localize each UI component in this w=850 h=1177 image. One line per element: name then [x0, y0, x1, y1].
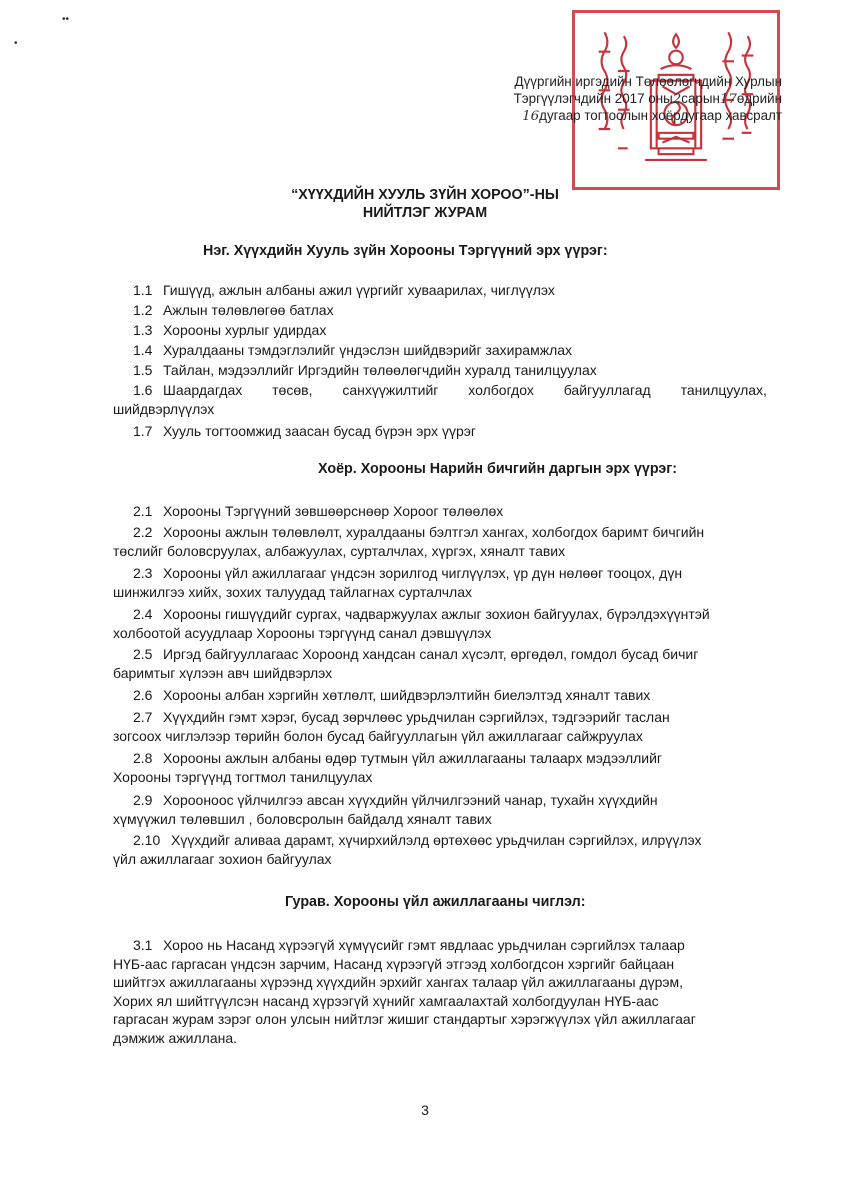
- approval-text: Тэргүүлэгчдийн 2017 оны: [513, 90, 673, 106]
- item-text-continued: холбоотой асуудлаар Хорооны тэргүүнд санал дэвшүүлэх: [113, 624, 492, 641]
- list-item: [113, 831, 781, 868]
- item-number: 2.7: [133, 709, 153, 725]
- item-text: Хорооны ажлын төлөвлөлт, хуралдааны бэлтгэл хангах, холбогдох баримт бичгийн: [163, 524, 705, 540]
- item-text-continued: дэмжиж ажиллана.: [113, 1029, 238, 1046]
- item-text: Тайлан, мэдээллийг Иргэдийн төлөөлөгчдийн хуралд танилцуулах: [163, 362, 597, 378]
- item-number: 1.6: [133, 382, 153, 398]
- list-item: [113, 791, 781, 828]
- item-text: Хүүхдийг аливаа дарамт, хүчирхийлэлд өртөхөөс урьдчилан сэргийлэх, илрүүлэх: [171, 832, 702, 848]
- item-text: Хууль тогтоомжид заасан бусад бүрэн эрх үүрэг: [163, 423, 476, 439]
- item-text-continued: баримтыг хүлээн авч шийдвэрлэх: [113, 664, 333, 681]
- item-number: 3.1: [133, 937, 153, 953]
- list-item: [113, 708, 781, 745]
- item-number: 2.9: [133, 792, 153, 808]
- item-number: 1.5: [133, 362, 153, 378]
- item-number: 1.1: [133, 282, 153, 298]
- scan-speck: ••: [62, 14, 70, 25]
- title-line: “ХҮҮХДИЙН ХУУЛЬ ЗҮЙН ХОРОО”-НЫ: [291, 187, 559, 203]
- item-text-continued: төслийг боловсруулах, албажуулах, сурталчлах, хүргэх, хяналт тавих: [113, 542, 566, 559]
- section-heading: Хоёр. Хорооны Нарийн бичгийн даргын эрх үүрэг:: [318, 461, 678, 477]
- item-text: Хорооноос үйлчилгээ авсан хүүхдийн үйлчилгээний чанар, тухайн хүүхдийн: [163, 792, 658, 808]
- item-text-continued: шинжилгээ хийх, зохих талуудад тайлагнах сурталчлах: [113, 583, 473, 600]
- list-item: [113, 361, 781, 380]
- item-text: Иргэд байгууллагаас Хороонд хандсан санал хүсэлт, өргөдөл, гомдол бусад бичиг: [163, 646, 699, 662]
- item-text: Хороо нь Насанд хүрээгүй хүмүүсийг гэмт явдлаас урьдчилан сэргийлэх талаар: [163, 937, 685, 953]
- page-number: 3: [421, 1102, 429, 1118]
- item-text: Шаардагдах төсөв, санхүүжилтийг холбогдох байгууллагад танилцуулах,: [163, 382, 767, 398]
- item-text: Хүүхдийн гэмт хэрэг, бусад зөрчлөөс урьдчилан сэргийлэх, тэдгээрийг таслан: [163, 709, 670, 725]
- item-text-continued: шийтгэх ажиллагааны хүрээнд хүүхдийн эрхийг хангах талаар үйл ажиллагааны дүрэм,: [113, 974, 684, 990]
- list-item: [113, 523, 781, 560]
- item-text-continued: хүмүүжил төлөвшил , боловсролын байдалд хяналт тавих: [113, 810, 492, 827]
- item-number: 1.2: [133, 302, 153, 318]
- item-number: 2.6: [133, 687, 153, 703]
- list-item: [113, 321, 781, 340]
- title-line: НИЙТЛЭГ ЖУРАМ: [362, 204, 488, 221]
- approval-line: [514, 108, 782, 126]
- approval-text: өдрийн: [736, 90, 782, 106]
- item-text: Хорооны хурлыг удирдах: [163, 322, 327, 338]
- item-text-continued: НҮБ-аас гаргасан үндсэн зарчим, Насанд хүрээгүй этгээд холбогдсон хэргийг байцаан: [113, 955, 675, 972]
- list-item: [113, 301, 781, 320]
- item-text-continued: Хорих ял шийтгүүлсэн насанд хүрээгүй хүнийг хамгаалахтай холбогдуулан НҮБ-аас: [113, 992, 659, 1009]
- list-item: [113, 686, 781, 705]
- list-item: [113, 645, 781, 682]
- item-number: 2.1: [133, 503, 153, 519]
- item-number: 2.4: [133, 606, 153, 622]
- item-number: 2.8: [133, 750, 153, 766]
- item-text: Хорооны ажлын албаны өдөр тутмын үйл ажиллагааны талаарх мэдээллийг: [163, 750, 663, 766]
- section-heading: Нэг. Хүүхдийн Хууль зүйн Хорооны Тэргүүний эрх үүрэг:: [203, 243, 608, 259]
- item-text: Хуралдааны тэмдэглэлийг үндэслэн шийдвэрийг захирамжлах: [163, 342, 573, 358]
- section-heading: Гурав. Хорооны үйл ажиллагааны чиглэл:: [285, 894, 586, 910]
- approval-line: [514, 91, 782, 109]
- list-item: [113, 341, 781, 360]
- item-number: 1.7: [133, 423, 153, 439]
- item-text-continued: гаргасан журам зэрэг олон улсын нийтлэг жишиг стандартыг хэрэгжүүлэх үйл ажиллагааг: [113, 1011, 696, 1027]
- list-item: [113, 564, 781, 601]
- handwritten-month: 2: [672, 91, 682, 107]
- list-item: [113, 281, 781, 300]
- approval-annex-note: [514, 74, 782, 126]
- item-text: Хорооны үйл ажиллагааг үндсэн зорилгод чиглүүлэх, үр дүн нөлөөг тооцох, дүн: [163, 565, 683, 581]
- item-text: Хорооны Тэргүүний зөвшөөрснөөр Хороог төлөөлөх: [163, 503, 504, 519]
- list-item: [113, 422, 781, 441]
- list-item: [113, 749, 781, 786]
- item-text: Гишүүд, ажлын албаны ажил үүргийг хуваарилах, чиглүүлэх: [163, 282, 555, 298]
- list-item: [113, 605, 781, 642]
- item-number: 2.5: [133, 646, 153, 662]
- item-text-continued: шийдвэрлүүлэх: [113, 400, 215, 417]
- list-item: [113, 381, 781, 418]
- item-number: 2.3: [133, 565, 153, 581]
- list-item: [113, 502, 781, 521]
- approval-text: сарын: [681, 90, 720, 106]
- approval-text: дугаар тогтоолын хоёрдугаар хавсралт: [539, 108, 782, 123]
- item-text-continued: Хорооны тэргүүнд тогтмол танилцуулах: [113, 768, 373, 785]
- item-text-continued: зогсоох чиглэлээр төрийн болон бусад байгууллагын үйл ажиллагааг сайжруулах: [113, 727, 643, 744]
- item-number: 1.3: [133, 322, 153, 338]
- item-number: 2.2: [133, 524, 153, 540]
- handwritten-resolution-number: 16: [522, 109, 540, 124]
- list-item: [113, 936, 781, 1047]
- item-number: 2.10: [133, 832, 161, 848]
- item-text-continued: үйл ажиллагааг зохион байгуулах: [113, 850, 332, 867]
- document-title: [0, 187, 850, 222]
- handwritten-day: 17: [719, 91, 737, 107]
- item-text: Хорооны гишүүдийг сургах, чадваржуулах ажлыг зохион байгуулах, бүрэлдэхүүнтэй: [163, 606, 710, 622]
- item-text: Хорооны албан хэргийн хөтлөлт, шийдвэрлэлтийн биелэлтэд хяналт тавих: [163, 687, 651, 703]
- scan-speck: •: [14, 38, 18, 49]
- approval-line: Дүүргийн иргэдийн Төлөөлөгчдийн Хурлын: [514, 74, 782, 89]
- item-text: Ажлын төлөвлөгөө батлах: [163, 302, 334, 318]
- item-number: 1.4: [133, 342, 153, 358]
